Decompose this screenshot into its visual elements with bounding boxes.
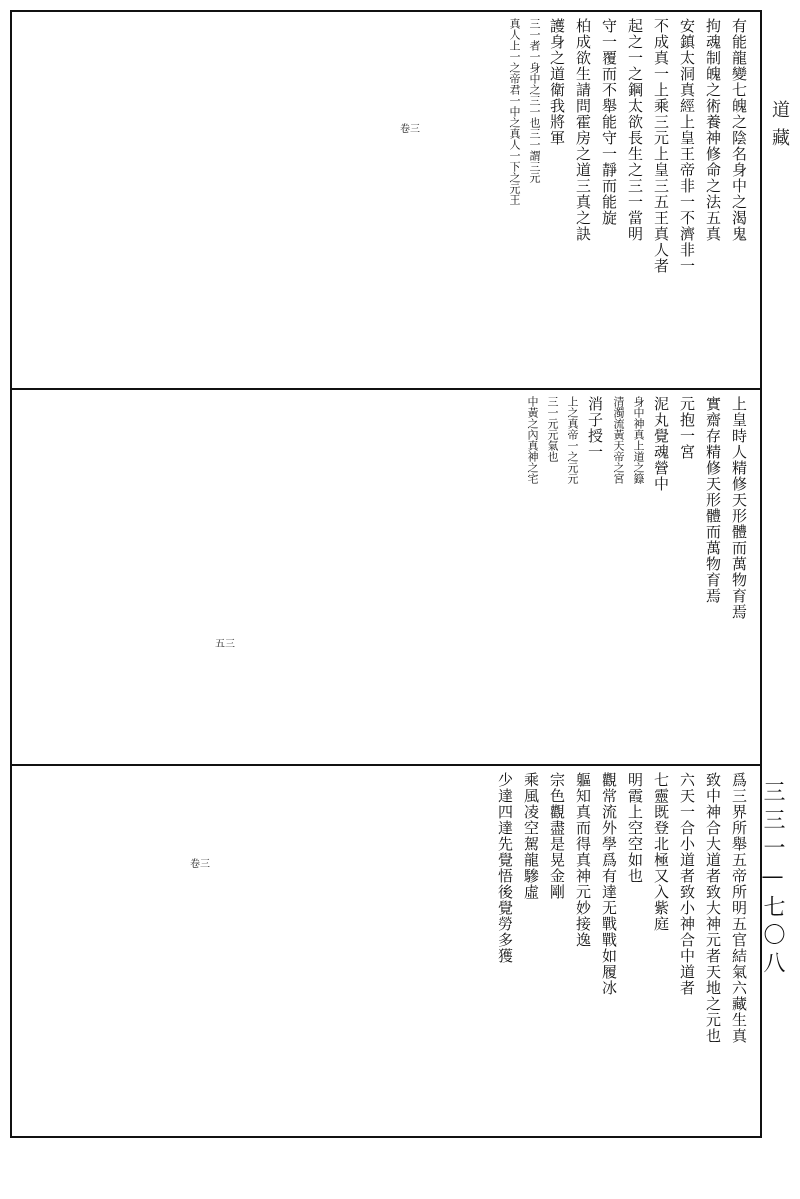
text-column: 有能龍變七魄之陰名身中之渴鬼 bbox=[730, 18, 748, 242]
text-column: 消子授一 bbox=[586, 396, 604, 460]
text-column: 致中神合大道者致大神元者天地之元也 bbox=[704, 772, 722, 1044]
text-column: 清濁流黃天帝之宮 bbox=[612, 396, 625, 484]
juan-marker: 卷三 bbox=[400, 124, 420, 135]
text-column: 觀常流外學爲有達无戰戰如履冰 bbox=[600, 772, 618, 996]
text-column: 元抱一宮 bbox=[678, 396, 696, 460]
text-column: 拘魂制魄之術養神修命之法五真 bbox=[704, 18, 722, 242]
text-column: 柏成欲生請問霍房之道三真之訣 bbox=[574, 18, 592, 242]
text-column: 護身之道衛我將軍 bbox=[548, 18, 566, 146]
text-column: 泥丸覺魂營中 bbox=[652, 396, 670, 492]
scripture-page bbox=[10, 10, 762, 1138]
text-column: 真人上一之帝君一中之真人一下之元王 bbox=[508, 18, 521, 205]
text-column: 少達四達先覺悟後覺勞多獲 bbox=[496, 772, 514, 964]
juan-marker: 卷三 bbox=[190, 859, 210, 870]
text-column: 上皇時人精修天形體而萬物育焉 bbox=[730, 396, 748, 620]
collection-label: 道藏 bbox=[769, 100, 790, 156]
panel-middle bbox=[12, 388, 760, 764]
text-column: 不成真一上乘三元上皇三五王真人者 bbox=[652, 18, 670, 274]
text-column: 起之一之鋼太欲長生之三一當明 bbox=[626, 18, 644, 242]
text-column: 身中神真上道之籙 bbox=[632, 396, 645, 484]
text-column: 明霞上空空如也 bbox=[626, 772, 644, 884]
text-column: 安鎮太洞真經上皇王帝非一不濟非一 bbox=[678, 18, 696, 274]
text-column: 三一元元氣也 bbox=[546, 396, 559, 462]
text-column: 七靈既登北極又入紫庭 bbox=[652, 772, 670, 932]
text-column: 六天一合小道者致小神合中道者 bbox=[678, 772, 696, 996]
text-column: 三一者一身中之三一也三一謂三元 bbox=[528, 18, 541, 183]
text-column: 乘風凌空駕龍驂虛 bbox=[522, 772, 540, 900]
page-number: 三三一—七〇八 bbox=[760, 780, 785, 979]
text-column: 實齋存精修天形體而萬物育焉 bbox=[704, 396, 722, 604]
text-column: 爲三界所舉五帝所明五官結氣六藏生真 bbox=[730, 772, 748, 1044]
panel-top bbox=[12, 12, 760, 388]
text-column: 軀知真而得真神元妙接逸 bbox=[574, 772, 592, 948]
juan-marker: 五三 bbox=[215, 639, 235, 650]
text-column: 上之真帝一之元元 bbox=[566, 396, 579, 484]
text-column: 宗色觀盡是晃金剛 bbox=[548, 772, 566, 900]
text-column: 守一覆而不舉能守一靜而能旋 bbox=[600, 18, 618, 226]
text-column: 中黃之內真神之宅 bbox=[526, 396, 539, 484]
panel-bottom bbox=[12, 764, 760, 1136]
